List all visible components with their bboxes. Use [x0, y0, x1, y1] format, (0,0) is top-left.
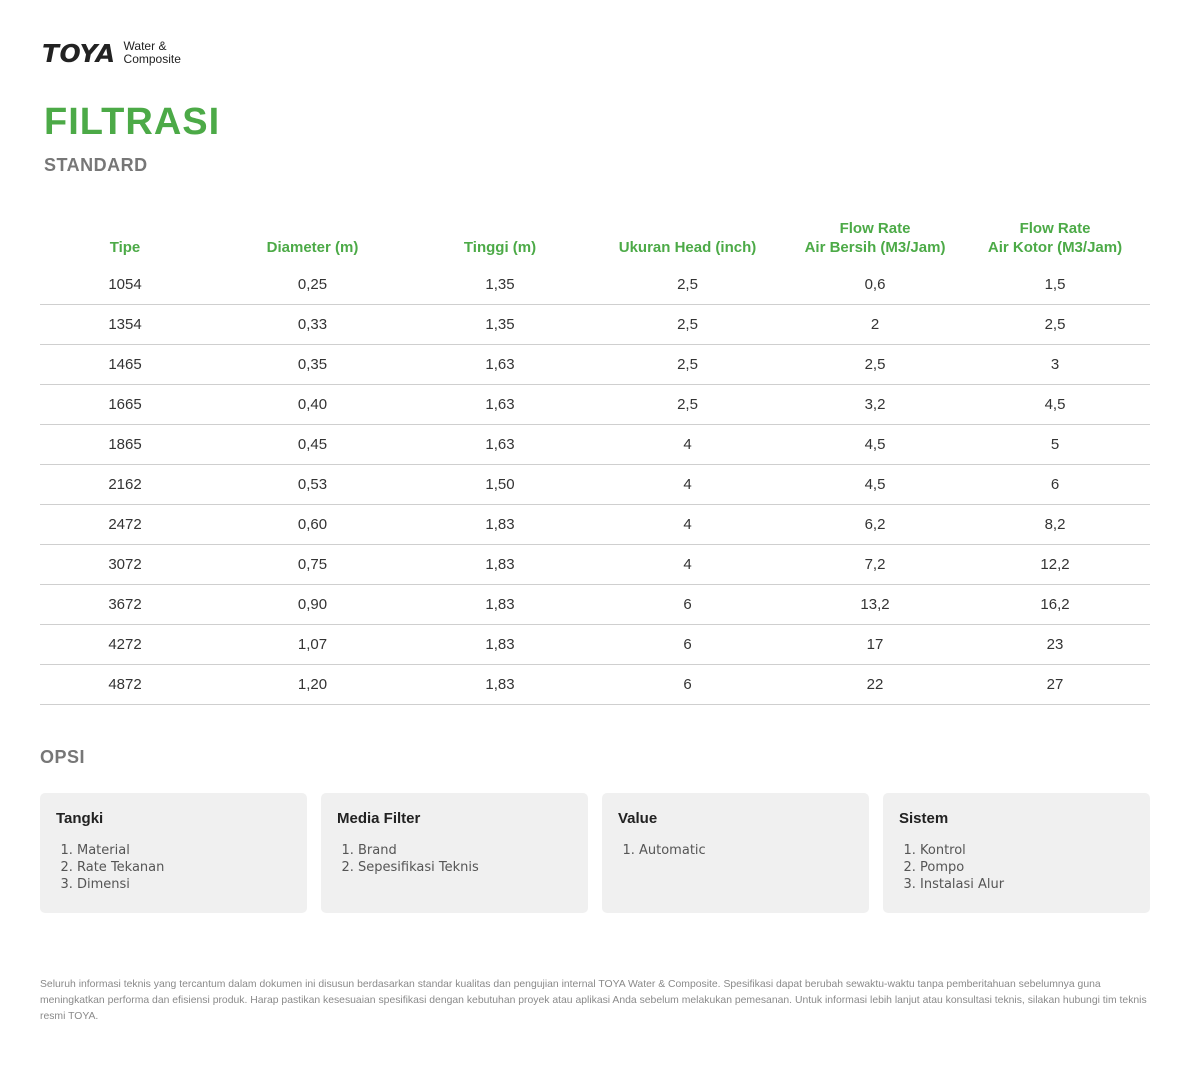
option-item: 2. Sepesifikasi Teknis	[358, 859, 572, 876]
cell-flow-kotor: 16,2	[960, 585, 1150, 625]
header-flow-kotor-line2: Air Kotor (M3/Jam)	[987, 239, 1123, 256]
cell-ukuran-head: 4	[585, 545, 790, 585]
spec-table	[40, 205, 1150, 705]
cell-diameter: 0,45	[210, 425, 415, 465]
cell-tinggi: 1,83	[415, 585, 585, 625]
brand-logo	[42, 40, 181, 66]
header-diameter: Diameter (m)	[266, 239, 359, 256]
cell-flow-kotor: 2,5	[960, 305, 1150, 345]
brand-tagline-line2: Composite	[123, 52, 181, 66]
option-item: 3. Instalasi Alur	[920, 876, 1134, 893]
cell-tipe: 1054	[40, 265, 210, 305]
option-card-title: Media Filter	[337, 810, 421, 827]
header-flow-kotor-line1: Flow Rate	[1019, 220, 1091, 237]
option-item: 3. Dimensi	[77, 876, 291, 893]
cell-tipe: 3672	[40, 585, 210, 625]
option-card-tangki	[40, 793, 307, 913]
brand-name: TOYA	[42, 38, 116, 68]
page-subtitle: STANDARD	[44, 155, 148, 175]
cell-diameter: 0,90	[210, 585, 415, 625]
brand-tagline	[124, 40, 181, 66]
cell-flow-kotor: 8,2	[960, 505, 1150, 545]
cell-ukuran-head: 4	[585, 505, 790, 545]
cell-tinggi: 1,83	[415, 545, 585, 585]
option-list	[337, 842, 572, 876]
cell-ukuran-head: 6	[585, 665, 790, 705]
table-row	[40, 425, 1150, 465]
cell-diameter: 0,75	[210, 545, 415, 585]
cell-flow-kotor: 3	[960, 345, 1150, 385]
option-card-sistem	[883, 793, 1150, 913]
cell-diameter: 0,25	[210, 265, 415, 305]
cell-flow-bersih: 2,5	[790, 345, 960, 385]
page-title: FILTRASI	[44, 101, 221, 143]
cell-ukuran-head: 2,5	[585, 345, 790, 385]
table-row	[40, 665, 1150, 705]
option-card-value	[602, 793, 869, 913]
cell-flow-bersih: 3,2	[790, 385, 960, 425]
cell-tinggi: 1,83	[415, 505, 585, 545]
table-row	[40, 345, 1150, 385]
cell-ukuran-head: 2,5	[585, 305, 790, 345]
header-tinggi: Tinggi (m)	[463, 239, 537, 256]
disclaimer-text: Seluruh informasi teknis yang tercantum dalam dokumen ini disusun berdasarkan standar kualitas dan pengujian internal TOYA Water & Composite. Spesifikasi dapat berubah sewaktu-waktu tanpa pemberitahuan sebelumnya guna meningkatkan performa dan efisiensi produk. Harap pastikan kesesuaian spesifikasi dengan kebutuhan proyek atau aplikasi Anda sebelum melakukan pemesanan. Untuk informasi lebih lanjut atau konsultasi teknis, silakan hubungi tim teknis resmi TOYA.	[40, 979, 1147, 1022]
cell-flow-kotor: 5	[960, 425, 1150, 465]
option-card-title: Tangki	[56, 810, 104, 827]
cell-tipe: 4272	[40, 625, 210, 665]
cell-tinggi: 1,63	[415, 345, 585, 385]
cell-tinggi: 1,83	[415, 625, 585, 665]
cell-flow-bersih: 2	[790, 305, 960, 345]
cell-diameter: 0,40	[210, 385, 415, 425]
cell-flow-bersih: 6,2	[790, 505, 960, 545]
cell-flow-bersih: 7,2	[790, 545, 960, 585]
header-tipe: Tipe	[109, 239, 141, 256]
cell-diameter: 1,20	[210, 665, 415, 705]
cell-flow-kotor: 4,5	[960, 385, 1150, 425]
option-item: 1. Brand	[358, 842, 572, 859]
cell-flow-bersih: 4,5	[790, 425, 960, 465]
cell-tipe: 3072	[40, 545, 210, 585]
cell-flow-kotor: 6	[960, 465, 1150, 505]
cell-ukuran-head: 2,5	[585, 385, 790, 425]
cell-ukuran-head: 6	[585, 585, 790, 625]
option-card-title: Value	[618, 810, 658, 827]
cell-tinggi: 1,35	[415, 265, 585, 305]
brand-tagline-line1: Water &	[123, 39, 167, 53]
option-item: 1. Material	[77, 842, 291, 859]
cell-ukuran-head: 2,5	[585, 265, 790, 305]
cell-tinggi: 1,63	[415, 385, 585, 425]
table-header-row	[40, 205, 1150, 265]
cell-tipe: 1354	[40, 305, 210, 345]
cell-flow-bersih: 22	[790, 665, 960, 705]
option-item: 2. Pompo	[920, 859, 1134, 876]
table-row	[40, 585, 1150, 625]
cell-tinggi: 1,63	[415, 425, 585, 465]
cell-ukuran-head: 6	[585, 625, 790, 665]
cell-diameter: 0,33	[210, 305, 415, 345]
options-title: OPSI	[40, 747, 86, 767]
cell-flow-bersih: 13,2	[790, 585, 960, 625]
options-cards	[40, 793, 1150, 913]
cell-flow-kotor: 1,5	[960, 265, 1150, 305]
cell-tipe: 1665	[40, 385, 210, 425]
header-flow-kotor	[960, 205, 1150, 265]
cell-tipe: 1865	[40, 425, 210, 465]
option-list	[56, 842, 291, 893]
cell-tinggi: 1,50	[415, 465, 585, 505]
table-row	[40, 505, 1150, 545]
cell-flow-bersih: 0,6	[790, 265, 960, 305]
option-item: 1. Kontrol	[920, 842, 1134, 859]
cell-flow-kotor: 12,2	[960, 545, 1150, 585]
header-flow-bersih-line2: Air Bersih (M3/Jam)	[804, 239, 946, 256]
cell-tipe: 4872	[40, 665, 210, 705]
cell-ukuran-head: 4	[585, 465, 790, 505]
header-ukuran-head: Ukuran Head (inch)	[618, 239, 757, 256]
header-flow-bersih-line1: Flow Rate	[839, 220, 911, 237]
cell-diameter: 1,07	[210, 625, 415, 665]
cell-flow-kotor: 27	[960, 665, 1150, 705]
option-card-media-filter	[321, 793, 588, 913]
cell-tipe: 2472	[40, 505, 210, 545]
cell-flow-bersih: 4,5	[790, 465, 960, 505]
cell-diameter: 0,60	[210, 505, 415, 545]
cell-tipe: 1465	[40, 345, 210, 385]
option-list	[618, 842, 853, 859]
option-card-title: Sistem	[899, 810, 949, 827]
cell-flow-bersih: 17	[790, 625, 960, 665]
table-row	[40, 625, 1150, 665]
option-list	[899, 842, 1134, 893]
cell-flow-kotor: 23	[960, 625, 1150, 665]
table-row	[40, 265, 1150, 305]
table-row	[40, 305, 1150, 345]
option-item: 2. Rate Tekanan	[77, 859, 291, 876]
cell-tinggi: 1,35	[415, 305, 585, 345]
table-row	[40, 465, 1150, 505]
table-row	[40, 385, 1150, 425]
header-flow-bersih	[790, 205, 960, 265]
cell-diameter: 0,35	[210, 345, 415, 385]
cell-ukuran-head: 4	[585, 425, 790, 465]
cell-tinggi: 1,83	[415, 665, 585, 705]
cell-tipe: 2162	[40, 465, 210, 505]
option-item: 1. Automatic	[639, 842, 853, 859]
table-row	[40, 545, 1150, 585]
cell-diameter: 0,53	[210, 465, 415, 505]
